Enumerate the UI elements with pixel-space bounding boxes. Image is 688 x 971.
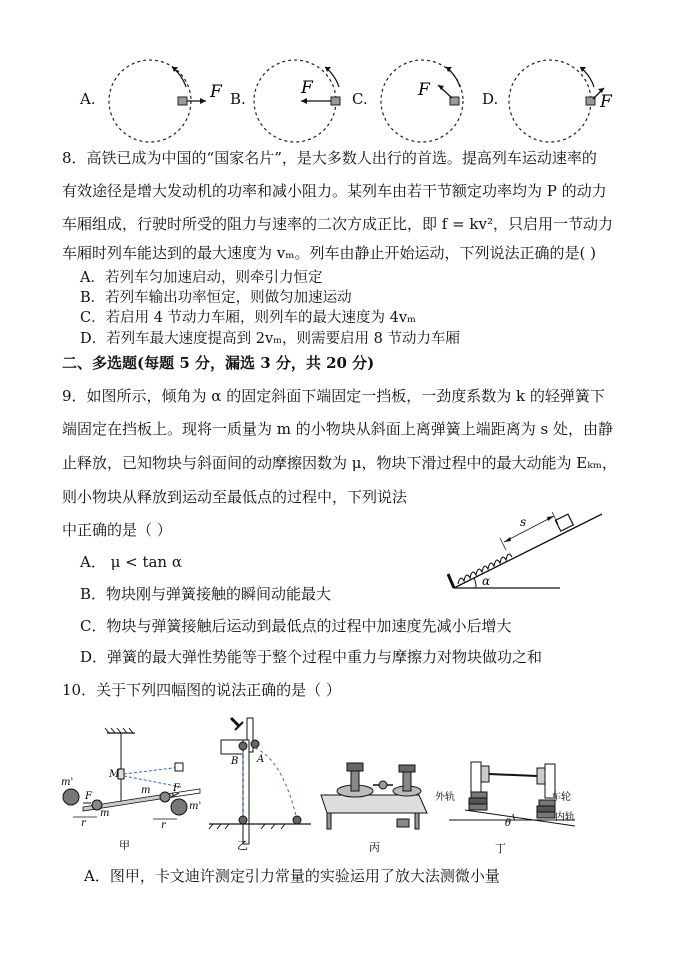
- q9-stem-line-4: 则小物块从释放到运动至最低点的过程中，下列说法: [62, 488, 408, 506]
- jia-r-right-label: r: [161, 820, 166, 831]
- q9-block: [555, 514, 573, 531]
- q9-incline-figure: [440, 500, 620, 600]
- q9-stem-line-3: 止释放，已知物块与斜面间的动摩擦因数为 μ，物块下滑过程中的最大动能为 Eₖₘ，: [62, 454, 617, 472]
- q8-option-a: A．若列车匀加速启动，则牵引力恒定: [80, 270, 323, 286]
- q9-option-b: B．物块刚与弹簧接触的瞬间动能最大: [80, 585, 332, 603]
- q9-s-label: s: [520, 515, 527, 529]
- q10-figure-ding: [435, 748, 575, 858]
- q7-c-force-label: F: [418, 80, 430, 100]
- q7-option-d-figure: [500, 55, 640, 155]
- q9-stem-line-2: 端固定在挡板上。现将一质量为 m 的小物块从斜面上离弹簧上端距离为 s 处，由静: [62, 420, 613, 438]
- jia-r-left-label: r: [81, 818, 86, 829]
- q10-stem: 10．关于下列四幅图的说法正确的是（ ）: [62, 681, 341, 699]
- q7-option-b-label: B.: [230, 90, 246, 108]
- q7-d-force-label: F: [600, 92, 612, 112]
- q7-b-force-label: F: [301, 78, 313, 98]
- jia-m-prime-right-label: m': [189, 801, 202, 812]
- q8-stem-line-3: 车厢组成，行驶时所受的阻力与速率的二次方成正比，即 f = kv²，只启用一节动力: [62, 215, 614, 233]
- q7-option-c-label: C.: [352, 90, 368, 108]
- bing-caption: 丙: [369, 841, 380, 854]
- q10-figure-yi: [205, 710, 315, 858]
- ding-theta-label: θ: [505, 818, 512, 829]
- yi-caption: 乙: [237, 839, 248, 852]
- q9-option-c: C．物块与弹簧接触后运动到最低点的过程中加速度先减小后增大: [80, 617, 512, 635]
- q7-option-c-figure: [372, 55, 492, 155]
- q10-figure-jia: [55, 727, 205, 857]
- q8-option-b: B．若列车输出功率恒定，则做匀加速运动: [80, 290, 352, 306]
- jia-M-label: M: [109, 769, 120, 780]
- q8-stem-line-4: 车厢时列车能达到的最大速度为 vₘ。列车由静止开始运动，下列说法正确的是( ): [62, 244, 596, 262]
- q9-option-a: A． μ < tan α: [80, 553, 182, 571]
- jia-F-right-label: F: [173, 783, 180, 794]
- q9-alpha-label: α: [482, 574, 491, 588]
- q8-option-c: C．若启用 4 节动力车厢，则列车的最大速度为 4vₘ: [80, 310, 416, 326]
- ding-caption: 丁: [495, 842, 506, 855]
- q7-a-force-label: F: [210, 82, 222, 102]
- ding-inner-rail-label: 内轨: [555, 812, 575, 823]
- q9-option-d: D．弹簧的最大弹性势能等于整个过程中重力与摩擦力对物块做功之和: [80, 648, 543, 666]
- q7-option-b-figure: [245, 55, 365, 155]
- q8-option-d: D．若列车最大速度提高到 2vₘ，则需要启用 8 节动力车厢: [80, 331, 460, 347]
- q10-option-a: A．图甲，卡文迪许测定引力常量的实验运用了放大法测微小量: [84, 867, 500, 885]
- q9-stem-line-5: 中正确的是（ ）: [62, 521, 172, 539]
- yi-B-label: B: [231, 756, 239, 767]
- section-title-multiple-choice: 二、多选题(每题 5 分，漏选 3 分，共 20 分): [62, 354, 375, 372]
- q8-stem-line-2: 有效途径是增大发动机的功率和减小阻力。某列车由若干节额定功率均为 P 的动力: [62, 182, 607, 200]
- jia-m-right-label: m: [141, 785, 151, 796]
- q8-stem-line-1: 8．高铁已成为中国的“国家名片”，是大多数人出行的首选。提高列车运动速率的: [62, 149, 597, 167]
- yi-A-label: A: [257, 754, 265, 765]
- q7-option-a-figure: [100, 55, 240, 155]
- q7-option-d-label: D.: [482, 90, 499, 108]
- ding-outer-rail-label: 外轨: [435, 792, 455, 803]
- ding-wheel-label: 车轮: [551, 792, 571, 803]
- q9-stem-line-1: 9．如图所示，倾角为 α 的固定斜面下端固定一挡板，一劲度系数为 k 的轻弹簧下: [62, 387, 605, 405]
- jia-F-left-label: F: [85, 791, 92, 802]
- jia-m-left-label: m: [100, 808, 110, 819]
- q7-option-a-label: A.: [80, 90, 96, 108]
- jia-m-prime-left-label: m': [61, 777, 74, 788]
- q10-figure-bing: [315, 755, 435, 858]
- jia-caption: 甲: [119, 839, 130, 852]
